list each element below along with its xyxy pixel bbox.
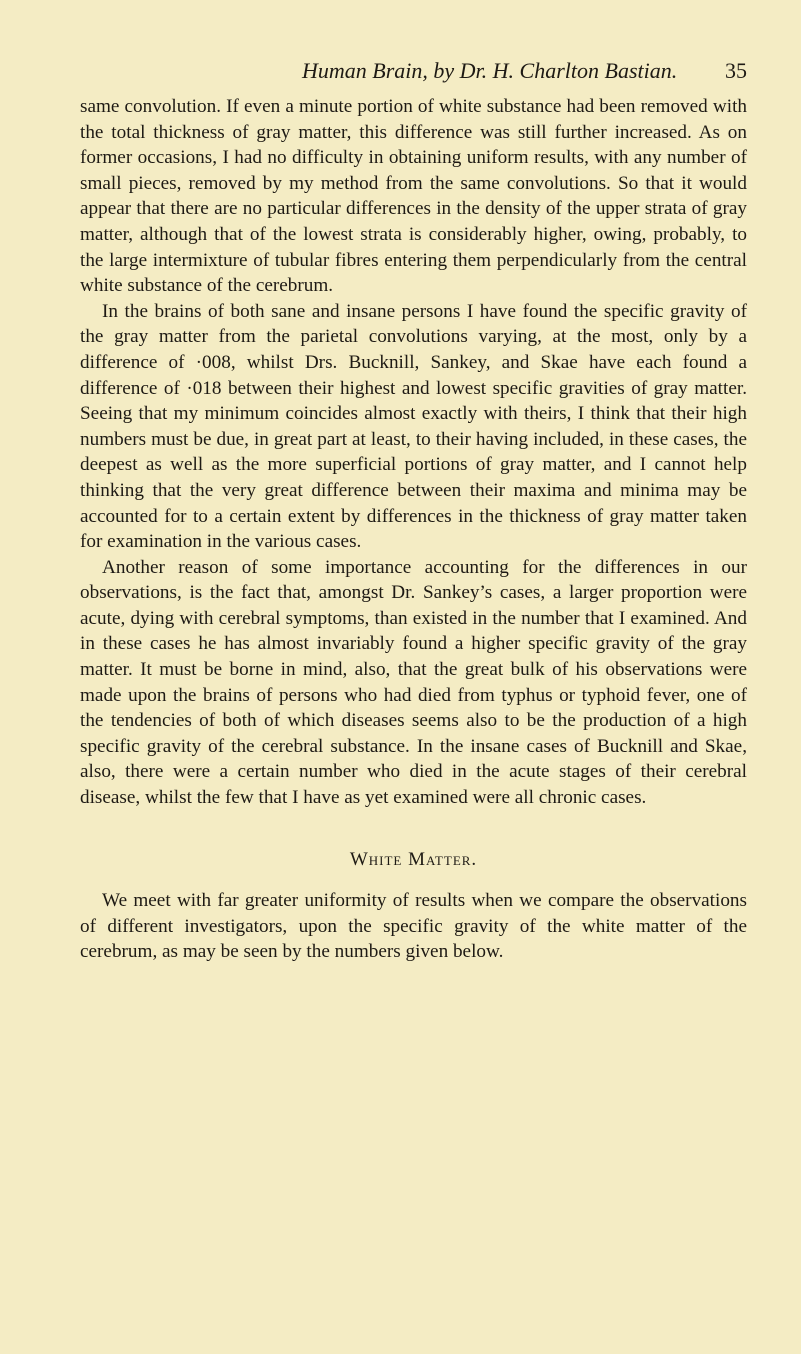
paragraph-white-matter: We meet with far greater uniformity of results when we compare the observations of different investigators, upon the specific gravity of the white matter of the cerebrum, as may be seen by the numbers given below.: [80, 890, 747, 963]
page-number: 35: [725, 58, 747, 83]
paragraph-continued: same convolution. If even a minute portion of white substance had been removed with the total thickness of gray matter, this difference was still further increased. As on former occasions, I had no difficulty in obtaining uniform results, with any number of small pieces, removed by my method from the same convolutions. So that it would appear that there are no particular differences in the density of the upper strata of gray matter, although that of the lowest strata is considerably higher, owing, probably, to the large intermixture of tubular fibres entering them perpendicularly from the central white substance of the cerebrum.: [80, 96, 747, 297]
running-head-title: Human Brain, by Dr. H. Charlton Bastian.: [302, 58, 678, 83]
body-text: [80, 94, 747, 965]
section-heading: White Matter.: [349, 848, 478, 870]
running-head: [80, 58, 747, 94]
paragraph-another-reason: Another reason of some importance accounting for the differences in our observations, is the fact that, amongst Dr. Sankey’s cases, a larger proportion were acute, dying with cerebral symptoms, than existed in the number that I examined. And in these cases he has almost invariably found a higher specific gravity of the gray matter. It must be borne in mind, also, that the great bulk of his observations were made upon the brains of persons who had died from typhus or typhoid fever, one of the tendencies of both of which diseases seems also to be the production of a high specific gravity of the cerebral substance. In the insane cases of Bucknill and Skae, also, there were a certain number who died in the acute stages of their cerebral disease, whilst the few that I have as yet examined were all chronic cases.: [80, 556, 747, 809]
paragraph-specific-gravity: In the brains of both sane and insane persons I have found the specific gravity of the gray matter from the parietal convolutions varying, at the most, only by a difference of ·008, whilst Drs. Bucknill, Sankey, and Skae have each found a difference of ·018 between their highest and lowest specific gravities of gray matter. Seeing that my minimum coincides almost exactly with theirs, I think that their high numbers must be due, in great part at least, to their having included, in these cases, the deepest as well as the more superficial portions of gray matter, and I cannot help thinking that the very great difference between their maxima and minima may be accounted for to a certain extent by differences in the thickness of gray matter taken for examination in the various cases.: [80, 300, 747, 553]
